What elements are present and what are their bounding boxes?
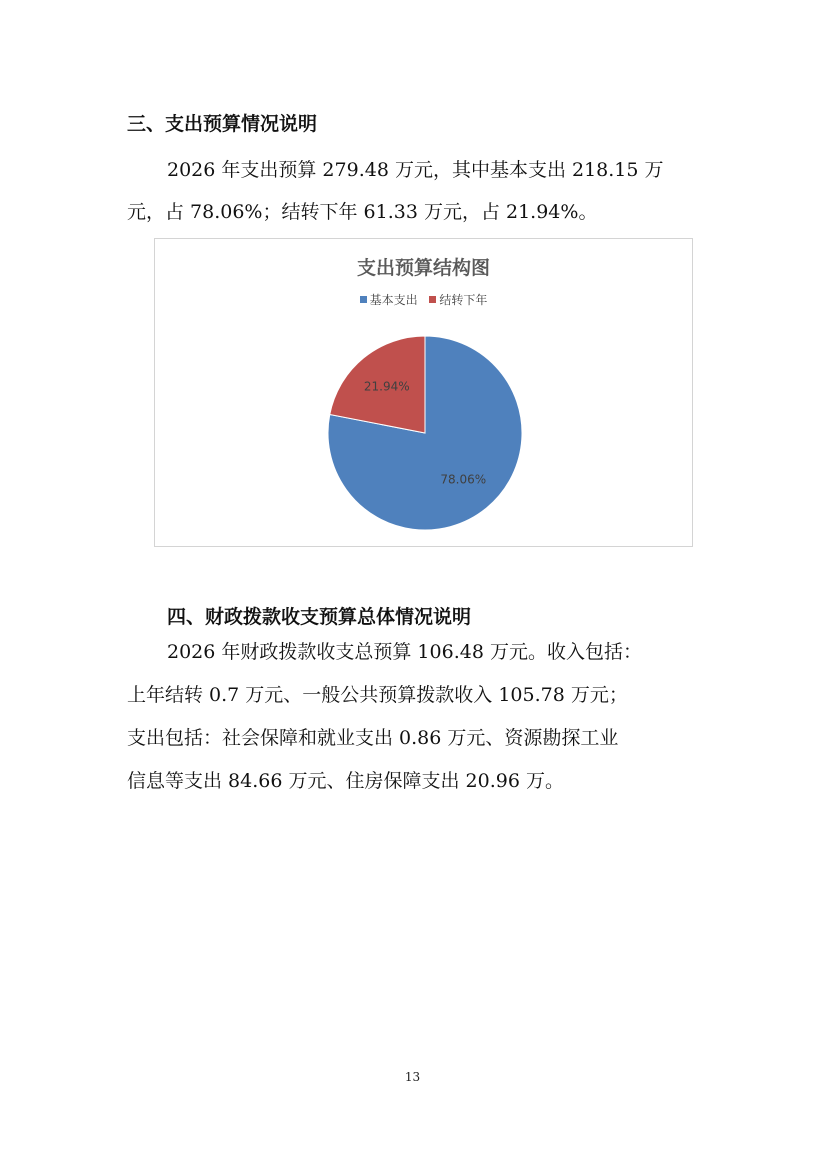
chart-title: 支出预算结构图 [356, 257, 490, 279]
pie-svg [155, 239, 692, 546]
section4-line-1: 2026 年财政拨款收支总预算 106.48 万元。收入包括： [167, 641, 642, 663]
legend-label-carryover: 结转下年 [439, 293, 488, 307]
section3-line-2: 元，占 78.06%；结转下年 61.33 万元，占 21.94%。 [127, 201, 598, 223]
section4-heading: 四、财政拨款收支预算总体情况说明 [167, 606, 472, 628]
pie-label-basic: 78.06% [440, 472, 487, 487]
section4-line-2: 上年结转 0.7 万元、一般公共预算拨款收入 105.78 万元； [127, 684, 628, 706]
legend-label-basic: 基本支出 [369, 293, 418, 307]
pie-chart [154, 238, 693, 547]
pie-label-carryover: 21.94% [363, 379, 410, 394]
section4-line-3: 支出包括：社会保障和就业支出 0.86 万元、资源勘探工业 [127, 727, 619, 749]
section4-line-4: 信息等支出 84.66 万元、住房保障支出 20.96 万。 [127, 770, 564, 792]
page-number: 13 [404, 1070, 421, 1084]
section3-heading: 三、支出预算情况说明 [127, 113, 318, 135]
section3-line-1: 2026 年支出预算 279.48 万元，其中基本支出 218.15 万 [167, 159, 664, 181]
